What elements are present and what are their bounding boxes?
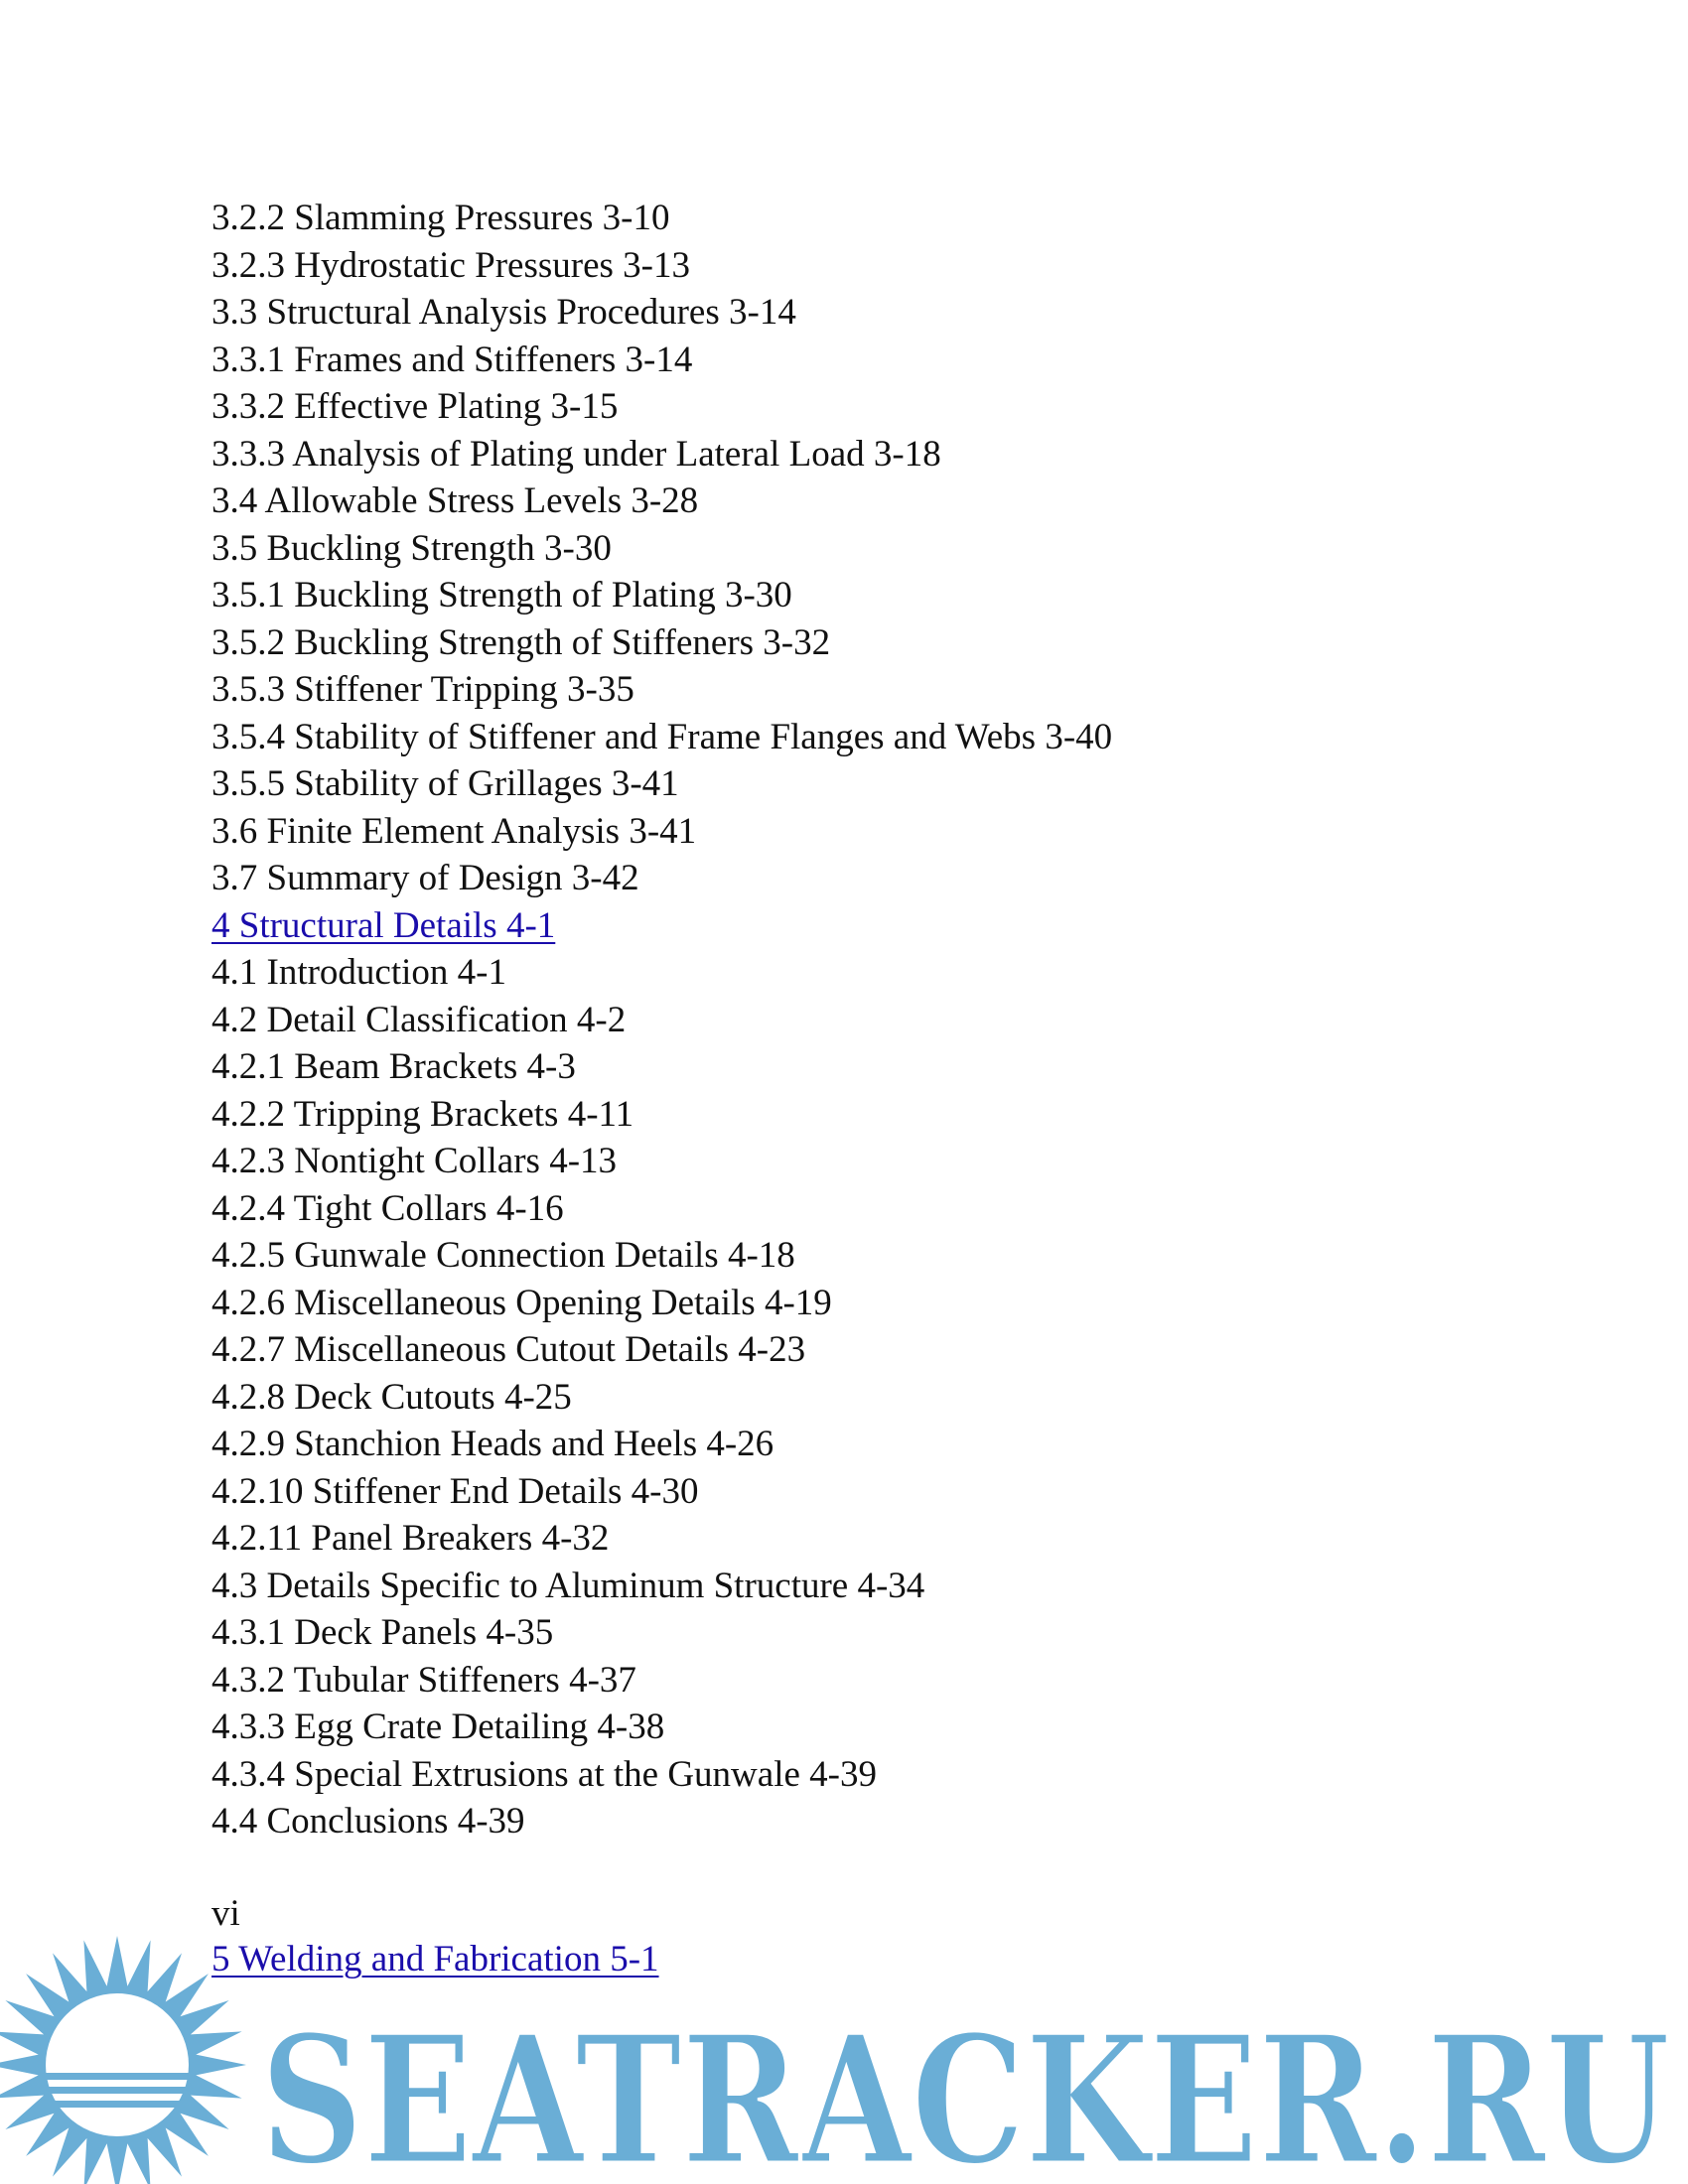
toc-entry: 3.5.2 Buckling Strength of Stiffeners 3-32 <box>211 621 831 663</box>
watermark-text: SEATRACKER.RU <box>260 1996 1670 2184</box>
toc-entry: 3.3.1 Frames and Stiffeners 3-14 <box>211 339 693 380</box>
toc-entry: 4.2.3 Nontight Collars 4-13 <box>211 1141 618 1181</box>
toc-entry: 4.2.5 Gunwale Connection Details 4-18 <box>211 1235 795 1276</box>
toc-entry: 4.2.1 Beam Brackets 4-3 <box>211 1046 576 1087</box>
toc-link-chapter-5[interactable]: 5 Welding and Fabrication 5-1 <box>211 1939 659 1979</box>
toc-entry: 4.2.2 Tripping Brackets 4-11 <box>211 1093 634 1135</box>
toc-entry: 4.4 Conclusions 4-39 <box>211 1801 525 1842</box>
toc-entry: 3.4 Allowable Stress Levels 3-28 <box>211 480 699 521</box>
toc-entry: 3.5.5 Stability of Grillages 3-41 <box>211 763 679 804</box>
toc-entry: 3.2.3 Hydrostatic Pressures 3-13 <box>211 244 690 286</box>
toc-entry: 4.3.2 Tubular Stiffeners 4-37 <box>211 1659 636 1701</box>
sun-wave <box>46 2087 189 2094</box>
toc-entry: 3.2.2 Slamming Pressures 3-10 <box>211 198 670 238</box>
toc-entry: 3.5.4 Stability of Stiffener and Frame Flanges and Webs 3-40 <box>211 716 1113 757</box>
toc-entry: 4.2.4 Tight Collars 4-16 <box>211 1187 564 1229</box>
toc-entry: 3.5 Buckling Strength 3-30 <box>211 527 612 569</box>
sun-wave <box>46 2101 189 2108</box>
toc-entry: 4.1 Introduction 4-1 <box>211 952 506 993</box>
toc-entry: 4.2.11 Panel Breakers 4-32 <box>211 1518 610 1559</box>
toc-entry: 3.6 Finite Element Analysis 3-41 <box>211 810 697 852</box>
toc-entry: 3.3 Structural Analysis Procedures 3-14 <box>211 292 796 333</box>
toc-entry: 4.3.3 Egg Crate Detailing 4-38 <box>211 1706 665 1747</box>
toc-entry: 3.3.3 Analysis of Plating under Lateral Load 3-18 <box>211 433 941 475</box>
toc-entry: 3.5.1 Buckling Strength of Plating 3-30 <box>211 575 792 615</box>
toc-entry: 4.2.7 Miscellaneous Cutout Details 4-23 <box>211 1329 806 1370</box>
sun-icon <box>0 1936 246 2184</box>
toc-entry: 4.2 Detail Classification 4-2 <box>211 999 627 1040</box>
sun-core <box>46 1993 189 2136</box>
toc-entry: 4.3 Details Specific to Aluminum Structure 4-34 <box>211 1565 925 1606</box>
toc-entry: 4.2.6 Miscellaneous Opening Details 4-19 <box>211 1282 832 1323</box>
toc-entry: 3.7 Summary of Design 3-42 <box>211 858 639 898</box>
toc-entry: 4.3.1 Deck Panels 4-35 <box>211 1612 554 1653</box>
toc-entry: 4.2.8 Deck Cutouts 4-25 <box>211 1376 572 1418</box>
toc-entry: 3.3.2 Effective Plating 3-15 <box>211 386 619 427</box>
table-of-contents <box>211 195 1112 1845</box>
page-number: vi <box>211 1893 240 1934</box>
toc-entry: 4.2.9 Stanchion Heads and Heels 4-26 <box>211 1424 774 1464</box>
toc-entry: 4.3.4 Special Extrusions at the Gunwale 4-39 <box>211 1753 877 1795</box>
sun-wave <box>46 2073 189 2080</box>
toc-entry: 3.5.3 Stiffener Tripping 3-35 <box>211 669 634 710</box>
toc-entry: 4.2.10 Stiffener End Details 4-30 <box>211 1470 699 1512</box>
toc-link[interactable]: 4 Structural Details 4-1 <box>211 904 556 946</box>
